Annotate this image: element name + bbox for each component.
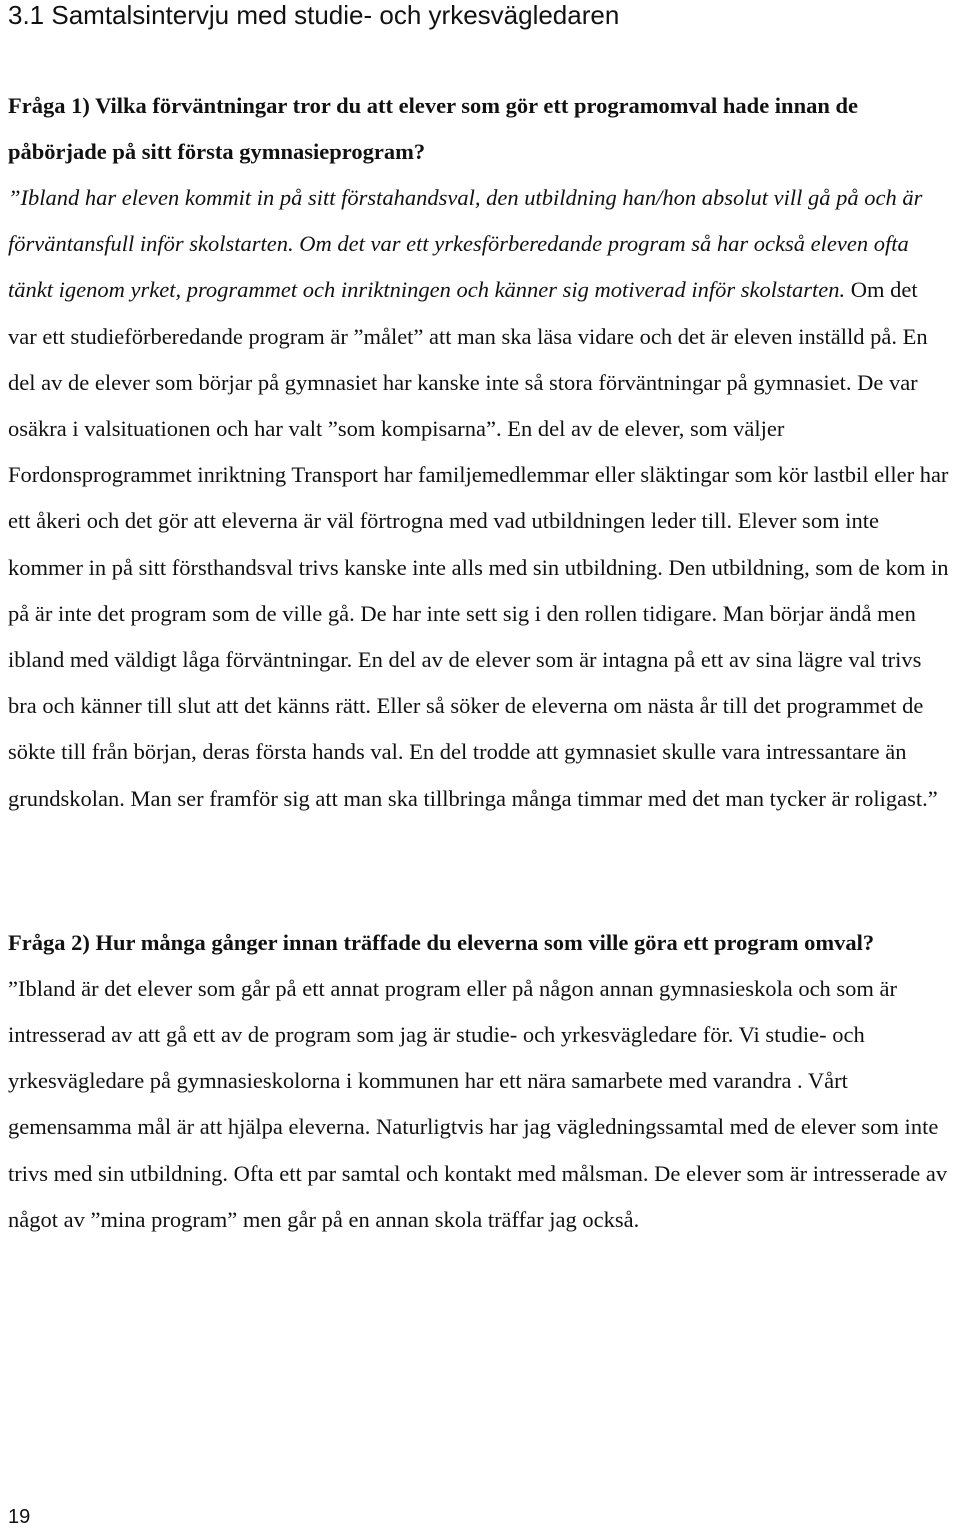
answer-1-normal-part: Om det var ett studieförberedande program är ”målet” att man ska läsa vidare och det är eleven inställd på. En del av de elever som börjar på gymnasiet har kanske inte så stora förväntningar på gymnasiet. De var osäkra i valsituationen och har valt ”som kompisarna”. En del av de elever, som väljer Fordonsprogrammet inriktning Transport har familjemedlemmar eller släktingar som kör lastbil eller har ett åkeri och det gör att eleverna är väl förtrogna med vad utbildningen leder till. Elever som inte kommer in på sitt försthandsval trivs kanske inte alls med sin utbildning. Den utbildning, som de kom in på är inte det program som de ville gå. De har inte sett sig i den rollen tidigare. Man börjar ändå men ibland med väldigt låga förväntningar. En del av de elever som är intagna på ett av sina lägre val trivs bra och känner till slut att det känns rätt. Eller så söker de eleverna om nästa år till det programmet de sökte till från början, deras första hands val. En del trodde att gymnasiet skulle vara intressantare än grundskolan. Man ser framför sig att man ska tillbringa många timmar med det man tycker är roligast.” <box>8 277 949 811</box>
page-number: 19 <box>8 1506 31 1528</box>
question-1: Fråga 1) Vilka förväntningar tror du att elever som gör ett programomval hade innan de påbörjade på sitt första gymnasieprogram? <box>8 93 858 164</box>
answer-1 <box>8 175 950 822</box>
answer-2-text: ”Ibland är det elever som går på ett annat program eller på någon annan gymnasieskola och som är intresserad av att gå ett av de program som jag är studie- och yrkesvägledare för. Vi studie- och yrkesvägledare på gymnasieskolorna i kommunen har ett nära samarbete med varandra . Vårt gemensamma mål är att hjälpa eleverna. Naturligtvis har jag vägledningssamtal med de elever som inte trivs med sin utbildning. Ofta ett par samtal och kontakt med målsman. De elever som är intresserade av något av ”mina program” men går på en annan skola träffar jag också. <box>8 975 948 1232</box>
answer-1-italic-part: ”Ibland har eleven kommit in på sitt förstahandsval, den utbildning han/hon absolut vill gå på och är förväntansfull inför skolstarten. Om det var ett yrkesförberedande program så har också eleven ofta tänkt igenom yrket, programmet och inriktningen och känner sig motiverad inför skolstarten. <box>8 185 923 303</box>
answer-2 <box>8 966 950 1243</box>
section-title: 3.1 Samtalsintervju med studie- och yrkesvägledaren <box>8 0 620 30</box>
question-2: Fråga 2) Hur många gånger innan träffade du eleverna som ville göra ett program omval? <box>8 929 875 955</box>
